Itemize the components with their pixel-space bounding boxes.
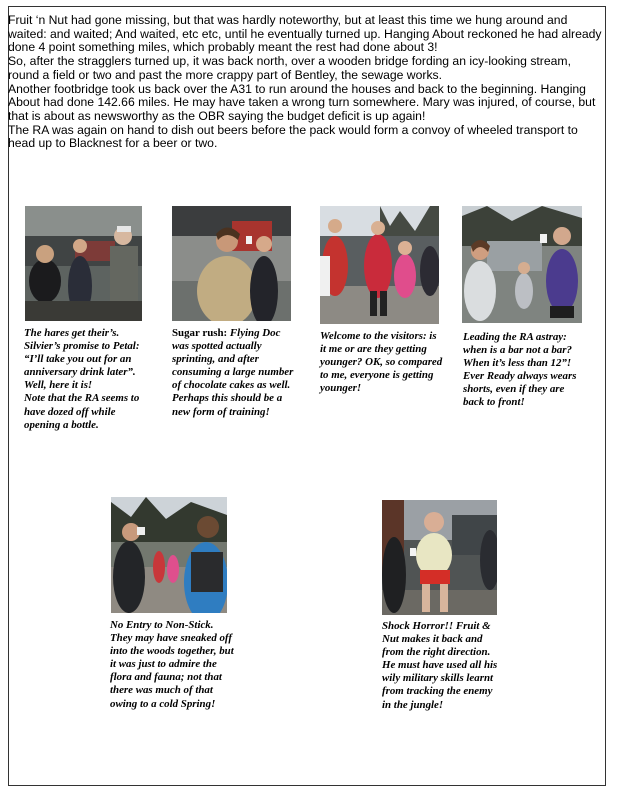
caption-sugar-rush [172,327,296,419]
caption-hares-drinks [24,327,142,432]
photo-no-entry-non-stick-image [111,497,227,613]
paragraph-4: The RA was again on hand to dish out beers before the pack would form a convoy of wheeled transport to head up to Blacknest for a beer or two. [8,122,578,151]
photo-no-entry-non-stick [111,497,227,613]
photo-hares-drinks-image [25,206,142,321]
photo-hares-drinks [25,206,142,321]
caption-no-entry-non-stick [110,619,235,711]
paragraph-1: Fruit ‘n Nut had gone missing, but that was hardly noteworthy, but at least this time we hung around and waited: and waited; And waited, etc etc, until he eventually turned up. Hanging About reckoned he had already done 4 point something miles, which probably meant the rest had done about 3! [8,13,602,55]
photo-shock-horror [382,500,497,615]
caption-leading-ra-astray [463,331,587,410]
caption-sugar-rush-text [172,327,296,419]
caption-welcome-visitors [320,330,445,395]
caption-welcome-visitors-text: Welcome to the visitors: is it me or are they getting younger? OK, so compared to me, everyone is getting younger! [320,330,443,395]
article-body [8,14,604,151]
photo-leading-ra-astray [462,206,582,323]
photo-welcome-visitors [320,206,439,324]
photo-leading-ra-astray-image [462,206,582,323]
caption-shock-horror [382,620,502,712]
caption-shock-horror-text: Shock Horror!! Fruit & Nut makes it back and from the right direction. He must have used all his wily military skills learnt from tracking the enemy in the jungle! [382,620,498,711]
photo-shock-horror-image [382,500,497,615]
caption-sugar-rush-lead: Sugar rush: [172,327,228,339]
caption-sugar-rush-rest: Flying Doc was spotted actually sprinting, and after consuming a large number of chocolate cakes as well. Perhaps this should be a new form of training! [172,327,294,418]
caption-leading-ra-astray-text: Leading the RA astray: when is a bar not a bar? When it’s less than 12”! Ever Ready always wears shorts, even if they are back to front! [463,331,577,409]
photo-welcome-visitors-image [320,206,439,324]
caption-hares-drinks-line-2: Note that the RA seems to have dozed off while opening a bottle. [24,392,140,431]
photo-sugar-rush-image [172,206,291,321]
caption-no-entry-non-stick-text: No Entry to Non-Stick. They may have sneaked off into the woods together, but it was just to admire the flora and fauna; not that there was much of that owing to a cold Spring! [110,619,234,710]
caption-hares-drinks-line-1: The hares get their’s. Silvier’s promise to Petal: “I’ll take you out for an anniversary drink later”. Well, here it is! [24,327,140,392]
paragraph-3: Another footbridge took us back over the A31 to run around the houses and back to the beginning. Hanging About had done 142.66 miles. He may have taken a wrong turn somewhere. Mary was injured, of course, but that is about as newsworthy as the OBR saying the budget deficit is up again! [8,81,596,123]
photo-sugar-rush [172,206,291,321]
paragraph-2: So, after the stragglers turned up, it was back north, over a wooden bridge fording an icy-looking stream, round a field or two and past the more crappy part of Bentley, the sewage works. [8,54,571,82]
